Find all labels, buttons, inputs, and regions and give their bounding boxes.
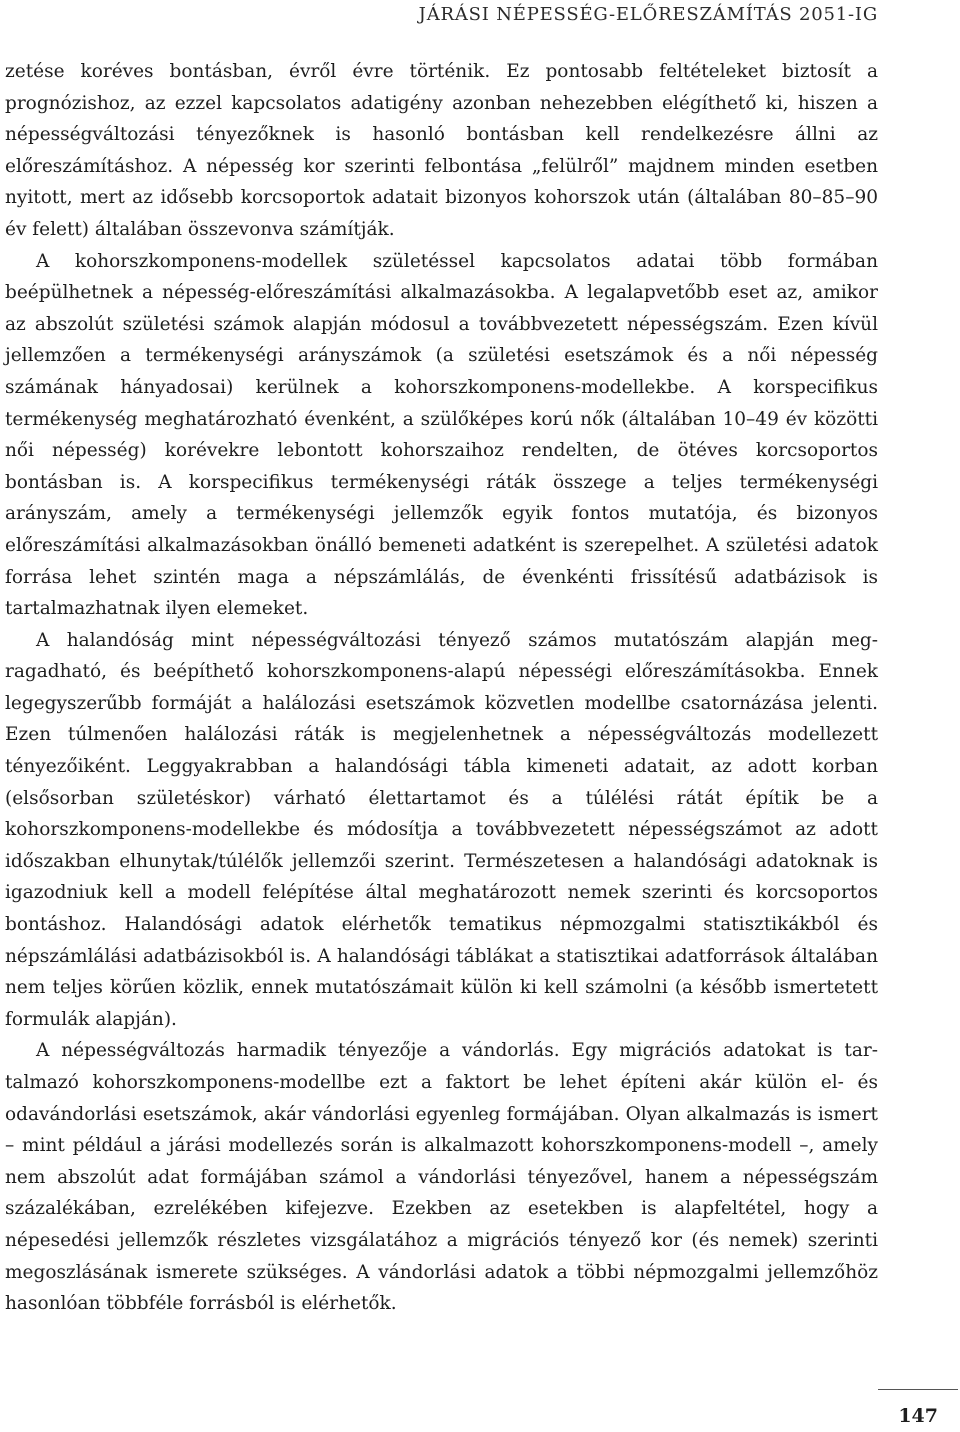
body-text (5, 56, 878, 1320)
paragraph: zetése koréves bontásban, évről évre történik. Ez pontosabb feltételeket biztosít a prognózishoz, az ezzel kapcsolatos adatigény azonban nehezebben elégíthető ki, hiszen a népességváltozási tényezőknek is hasonló bontásban kell rendelkezésre állni az előreszámításhoz. A népesség kor szerinti felbontása „felülről” majdnem minden esetben nyitott, mert az idősebb korcsoportok adatait bizonyos kohorszok után (általában 80–85–90 év felett) általában összevonva számítják. (5, 61, 878, 240)
paragraph: A halandóság mint népességváltozási tényező számos mutatószám alapján megragadható, és beépíthető kohorszkomponens-alapú népességi előreszámításokba. Ennek legegyszerűbb formáját a halálozási esetszámok közvetlen modellbe csatornázása jelenti. Ezen túlmenően halálozási ráták is megjelenhetnek a népességváltozás modellezett tényezőiként. Leggyakrabban a halandósági tábla kimeneti adatait, az adott korban (elsősorban születéskor) várható élettartamot és a túlélési rátát építik be a kohorszkomponens-modellekbe és módosítja a továbbvezetett népességszámot az adott időszakban elhunytak/túlélők jellemzői szerint. Természetesen a halandósági adatoknak is igazodniuk kell a modell felépítése által meghatározott nemek szerinti és korcsoportos bontáshoz. Halandósági adatok elérhetők tematikus népmozgalmi statisztikákból és népszámlálási adatbázisokból is. A halandósági táblákat a statisztikai adatforrások általában nem teljes körűen közlik, ennek mutatószámait külön ki kell számolni (a később ismertetett formulák alapján). (5, 629, 878, 1030)
page-number: 147 (898, 1405, 938, 1427)
paragraph: A népességváltozás harmadik tényezője a vándorlás. Egy migrációs adatokat is tartalmazó kohorszkomponens-modellbe ezt a faktort be lehet építeni akár külön el- és odavándorlási esetszámok, akár vándorlási egyenleg formájában. Olyan alkalmazás is ismert – mint például a járási modellezés során is alkalmazott kohorszkomponens-modell –, amely nem abszolút adat formájában számol a vándorlási tényezővel, hanem a népességszám százalékában, ezrelékében kifejezve. Ezekben az esetekben is alapfeltétel, hogy a népesedési jellemzők részletes vizsgálatához a migrációs tényező kor (és nemek) szerinti megoszlásának ismerete szükséges. A vándorlási adatok a többi népmozgalmi jellemzőhöz hasonlóan többféle forrásból is elérhetők. (5, 1040, 878, 1315)
running-header: JÁRÁSI NÉPESSÉG-ELŐRESZÁMÍTÁS 2051-IG (418, 4, 878, 25)
paragraph: A kohorszkomponens-modellek születéssel kapcsolatos adatai több formában beépülhetnek a népesség-előreszámítási alkalmazásokba. A legalapvetőbb eset az, amikor az abszolút születési számok alapján módosul a továbbvezetett népességszám. Ezen kívül jellemzően a termékenységi arányszámok (a születési esetszámok és a női népesség számának hányadosai) kerülnek a kohorszkomponens-modellekbe. A korspecifikus termékenység meghatározható évenként, a szülőképes korú nők (általában 10–49 év közötti női népesség) korévekre lebontott kohorszaihoz rendelten, de ötéves korcsoportos bontásban is. A korspecifikus termékenységi ráták összege a teljes termékenységi arányszám, amely a termékenységi jellemzők egyik fontos mutatója, és bizonyos előreszámítási alkalmazásokban önálló bemeneti adatként is szerepelhet. A születési adatok forrása lehet szintén maga a népszámlálás, de évenkénti frissítésű adatbázisok is tartalmazhatnak ilyen elemeket. (5, 250, 878, 620)
footer-rule (878, 1389, 958, 1390)
